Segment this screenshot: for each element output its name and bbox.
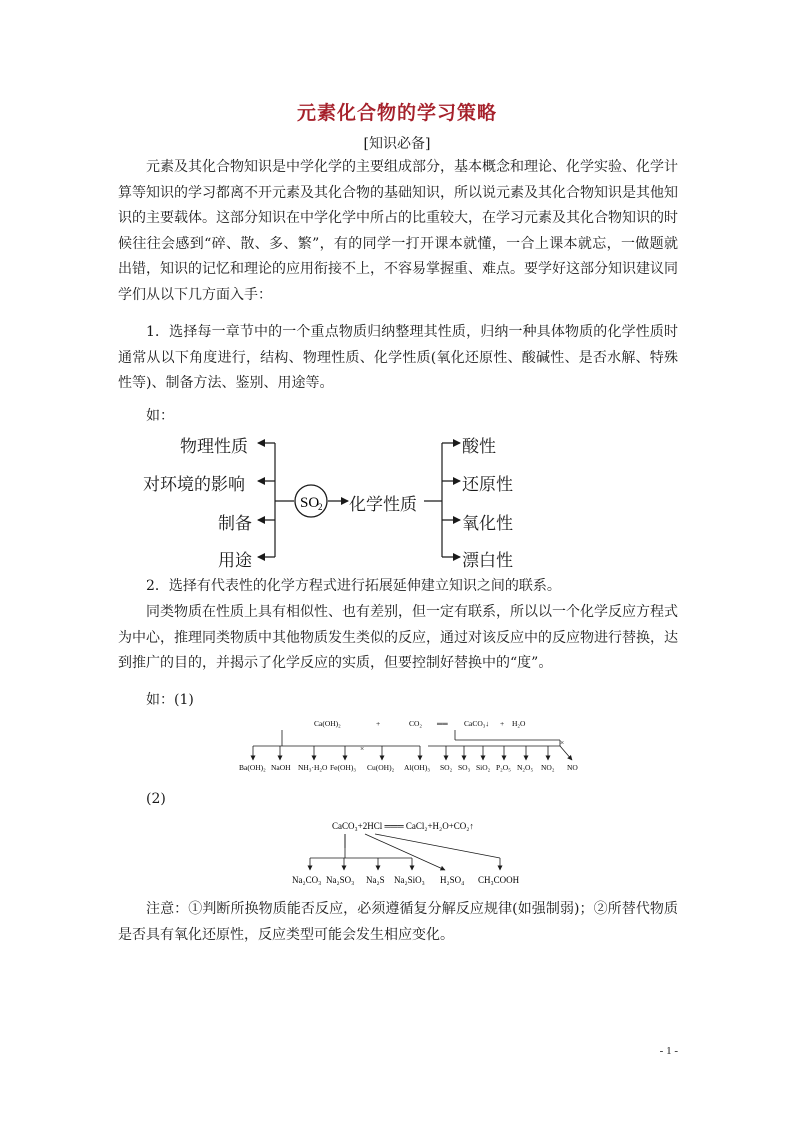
left-item-uses: 用途 [218,551,252,571]
product3-na2sio3: Na₂SiO₃ [394,875,425,885]
left-item-physical: 物理性质 [180,437,248,457]
product-so2: SO₂ [440,763,453,772]
section-heading: [知识必备] [363,136,431,152]
product-nh3h2o: NH₃·H₂O [298,763,328,772]
product-n2o5: N₂O₅ [517,763,534,772]
center-chem-props: 化学性质 [349,495,417,515]
so2-text: SO [300,495,320,511]
product-so3: SO₃ [458,763,471,772]
example-label-1: 如： [146,408,174,424]
right-item-bleaching: 漂白性 [462,551,513,571]
product3-na2s: Na₂S [366,875,385,885]
eq-plus-1: + [376,719,381,728]
left-item-environment: 对环境的影响 [143,475,245,495]
cross-mark-left: × [360,744,365,753]
eq-plus-2: + [500,719,505,728]
paragraph-note: 注意：①判断所换物质能否反应，必须遵循复分解反应规律(如强制弱)；②所替代物质是否具有氧化还原性，反应类型可能会发生相应变化。 [118,901,678,943]
example-label-2: 如：(1) [146,692,194,708]
cross-mark-right: × [560,738,565,747]
so2-subscript: 2 [318,502,323,512]
product-no: NO [567,763,578,772]
product-cuoh2: Cu(OH)₂ [367,763,395,772]
right-item-acidity: 酸性 [462,437,496,457]
right-item-reducing: 还原性 [462,475,513,495]
eq-equals: ══ [437,719,448,728]
product-p2o5: P₂O₅ [496,763,511,772]
paragraph-strategy-2-detail: 同类物质在性质上具有相似性、也有差别，但一定有联系，所以以一个化学反应方程式为中心，推理同类物质中其他物质发生类似的反应，通过对该反应中的反应物进行替换，达到推广的目的，并揭示了化学反应的实质，但要控制好替换中的“度”。 [118,604,678,672]
paragraph-strategy-1: 1．选择每一章节中的一个重点物质归纳整理其性质，归纳一种具体物质的化学性质时通常从以下角度进行，结构、物理性质、化学性质(氧化还原性、酸碱性、是否水解、特殊性等)、制备方法、鉴别、用途等。 [118,324,678,392]
paragraph-strategy-2: 2．选择有代表性的化学方程式进行拓展延伸建立知识之间的联系。 [146,578,561,594]
product-sio2: SiO₂ [476,763,491,772]
example-label-3: (2) [146,791,166,807]
paragraph-intro: 元素及其化合物知识是中学化学的主要组成部分，基本概念和理论、化学实验、化学计算等知识的学习都离不开元素及其化合物的基础知识，所以说元素及其化合物知识是其他知识的主要载体。这部分知识在中学化学中所占的比重较大，在学习元素及其化合物知识的时候往往会感到“碎、散、多、繁”，有的同学一打开课本就懂，一合上课本就忘，一做题就出错，知识的记忆和理论的应用衔接不上，不容易掌握重、难点。要学好这部分知识建议同学们从以下几方面入手： [118,159,678,303]
eq-reactant-2: CO₂ [409,719,423,728]
page-number: - 1 - [659,1045,678,1057]
right-item-oxidizing: 氧化性 [462,514,513,534]
eq-product-1: CaCO₃↓ [464,719,490,728]
eq-product-2: H₂O [512,719,526,728]
product-baoh2: Ba(OH)₂ [239,763,266,772]
left-item-preparation: 制备 [218,514,252,534]
product3-na2so3: Na₂SO₃ [326,875,355,885]
product3-ch3cooh: CH₃COOH [478,875,520,885]
eq3-text: CaCO₃+2HCl ═══ CaCl₂+H₂O+CO₂↑ [332,821,474,831]
product-naoh: NaOH [271,763,291,772]
page-title: 元素化合物的学习策略 [296,102,497,124]
product3-h2so4: H₂SO₄ [440,875,465,885]
product-aloh3: Al(OH)₃ [404,763,430,772]
product-feoh3: Fe(OH)₃ [330,763,356,772]
product-no2: NO₂ [541,763,555,772]
product3-na2co3: Na₂CO₃ [292,875,322,885]
eq-reactant-1: Ca(OH)₂ [314,719,341,728]
